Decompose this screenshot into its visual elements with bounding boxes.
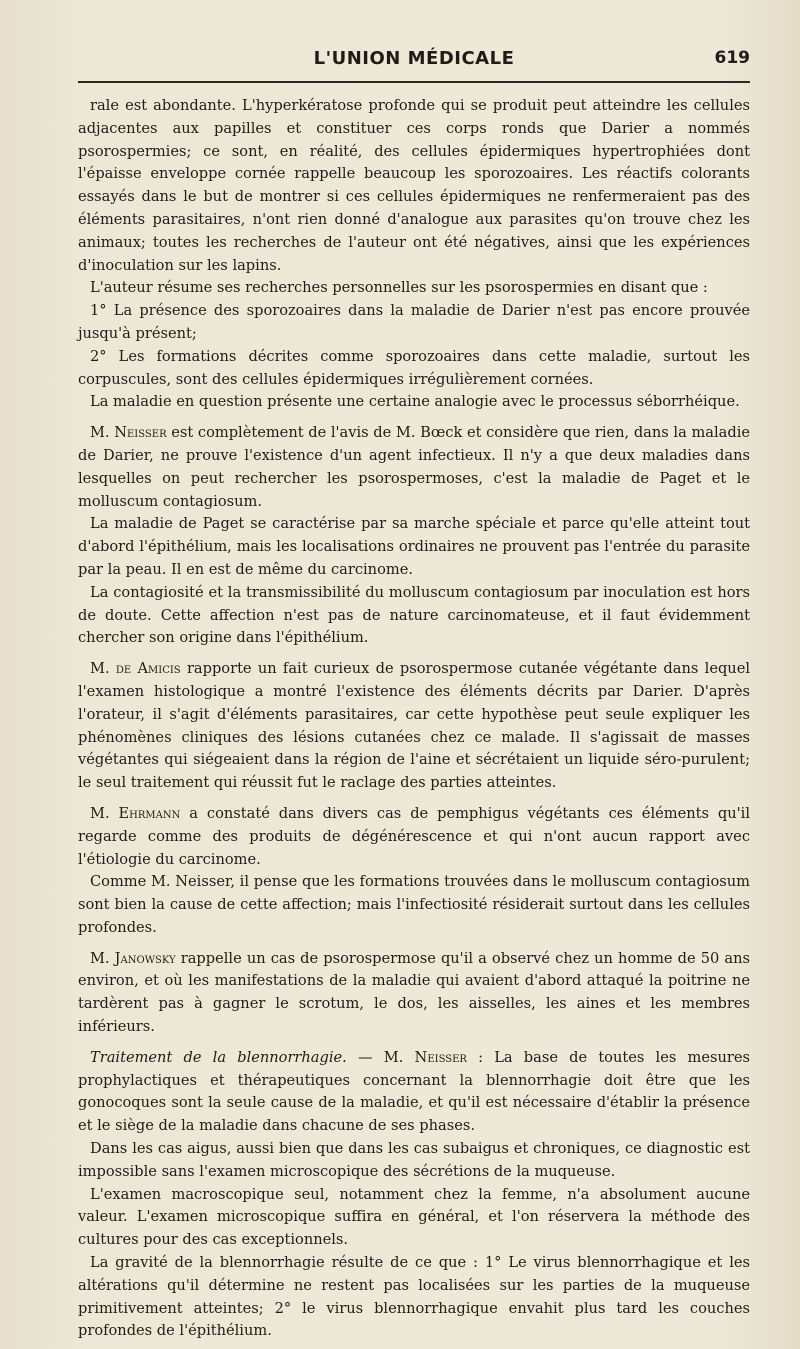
header-rule xyxy=(78,81,750,83)
page-header xyxy=(78,48,750,78)
body-text xyxy=(78,95,750,1343)
paragraph-8: La contagiosité et la transmissibilité du molluscum contagiosum par inoculation est hors de doute. Cette affection n'est pas de nature carcinomateuse, et il faut évidemment chercher son origine dans l'épithélium. xyxy=(78,583,750,647)
paragraph-3: 1° La présence des sporozoaires dans la maladie de Darier n'est pas encore prouvée jusqu'à présent; xyxy=(78,302,750,342)
paragraph-6: M. Neisser est complètement de l'avis de M. Bœck et considère que rien, dans la maladie de Darier, ne prouve l'existence d'un agent infectieux. Il n'y a que deux maladies dans lesquelles on peut rechercher les psorospermoses, c'est la maladie de Paget et le molluscum contagiosum. xyxy=(78,424,750,510)
speaker-name: M. Neisser xyxy=(90,424,167,442)
paragraph-15: L'examen macroscopique seul, notamment chez la femme, n'a absolument aucune valeur. L'examen microscopique suffira en général, et l'on réservera la méthode des cultures pour des cas exceptionnels. xyxy=(78,1185,750,1249)
paragraph-9: M. de Amicis rapporte un fait curieux de psorospermose cutanée végétante dans lequel l'examen histologique a montré l'existence des éléments décrits par Darier. D'après l'orateur, il s'agit d'éléments parasitaires, car cette hypothèse peut seule expliquer les phénomènes cliniques des lésions cutanées chez ce malade. Il s'agissait de masses végétantes qui siégeaient dans la région de l'aine et sécrétaient un liquide séro-purulent; le seul traitement qui réussit fut le raclage des parties atteintes. xyxy=(78,660,750,792)
page-number: 619 xyxy=(714,48,750,68)
paragraph-16: La gravité de la blennorrhagie résulte de ce que : 1° Le virus blennorrhagique et les altérations qu'il détermine ne restent pas localisées sur les parties de la muqueuse primitivement atteintes; 2° le virus blennorrhagique envahit plus tard les couches profondes de l'épithélium. xyxy=(78,1254,750,1340)
paragraph-5: La maladie en question présente une certaine analogie avec le processus séborrhéique. xyxy=(90,393,740,411)
paragraph-14: Dans les cas aigus, aussi bien que dans les cas subaigus et chroniques, ce diagnostic est impossible sans l'examen microscopique des sécrétions de la muqueuse. xyxy=(78,1140,750,1180)
speaker-name: M. Ehrmann xyxy=(90,804,181,822)
paragraph-10: M. Ehrmann a constaté dans divers cas de pemphigus végétants ces éléments qu'il regarde comme des produits de dégénérescence et qui n'ont aucun rapport avec l'étiologie du carcinome. xyxy=(78,804,750,868)
section-heading: Traitement de la blennorrhagie. xyxy=(90,1048,347,1066)
speaker-name: M. Janowsky xyxy=(90,949,176,967)
paragraph-7: La maladie de Paget se caractérise par sa marche spéciale et parce qu'elle atteint tout d'abord l'épithélium, mais les localisations ordinaires ne prouvent pas l'entrée du parasite par la peau. Il en est de même du carcinome. xyxy=(78,515,750,578)
paragraph-11: Comme M. Neisser, il pense que les formations trouvées dans le molluscum contagiosum sont bien la cause de cette affection; mais l'infectiosité résiderait surtout dans les cellules profondes. xyxy=(78,873,750,936)
speaker-name: M. de Amicis xyxy=(90,660,181,678)
paragraph-12: M. Janowsky rappelle un cas de psorospermose qu'il a observé chez un homme de 50 ans environ, et où les manifestations de la maladie qui avaient d'abord attaqué la poitrine ne tardèrent pas à gagner le scrotum, le dos, les aisselles, les aines et les membres inférieurs. xyxy=(78,949,750,1036)
speaker-name: Neisser xyxy=(414,1048,467,1066)
paragraph-2: L'auteur résume ses recherches personnelles sur les psorospermies en disant que : xyxy=(90,279,708,297)
paragraph-4: 2° Les formations décrites comme sporozoaires dans cette maladie, surtout les corpuscules, sont des cellules épidermiques irrégulièrement cornées. xyxy=(78,347,750,388)
running-title: L'UNION MÉDICALE xyxy=(313,48,515,69)
paragraph-13: Traitement de la blennorrhagie. — M. Neisser : La base de toutes les mesures prophylactiques et thérapeutiques concernant la blennorrhagie doit être que les gonocoques sont la seule cause de la maladie, et qu'il est nécessaire d'établir la présence et le siège de la maladie dans chacune de ses phases. xyxy=(78,1048,750,1135)
paragraph-1: rale est abondante. L'hyperkératose profonde qui se produit peut atteindre les cellules adjacentes aux papilles et constituer ces corps ronds que Darier a nommés psorospermies; ce sont, en réalité, des cellules épidermiques hypertrophiées dont l'épaisse enveloppe cornée rappelle beaucoup les sporozoaires. Les réactifs colorants essayés dans le but de montrer si ces cellules épidermiques ne renfermeraient pas des éléments parasitaires, n'ont rien donné d'analogue aux parasites qu'on trouve chez les animaux; toutes les recherches de l'auteur ont été négatives, ainsi que les expériences d'inoculation sur les lapins. xyxy=(78,97,750,274)
